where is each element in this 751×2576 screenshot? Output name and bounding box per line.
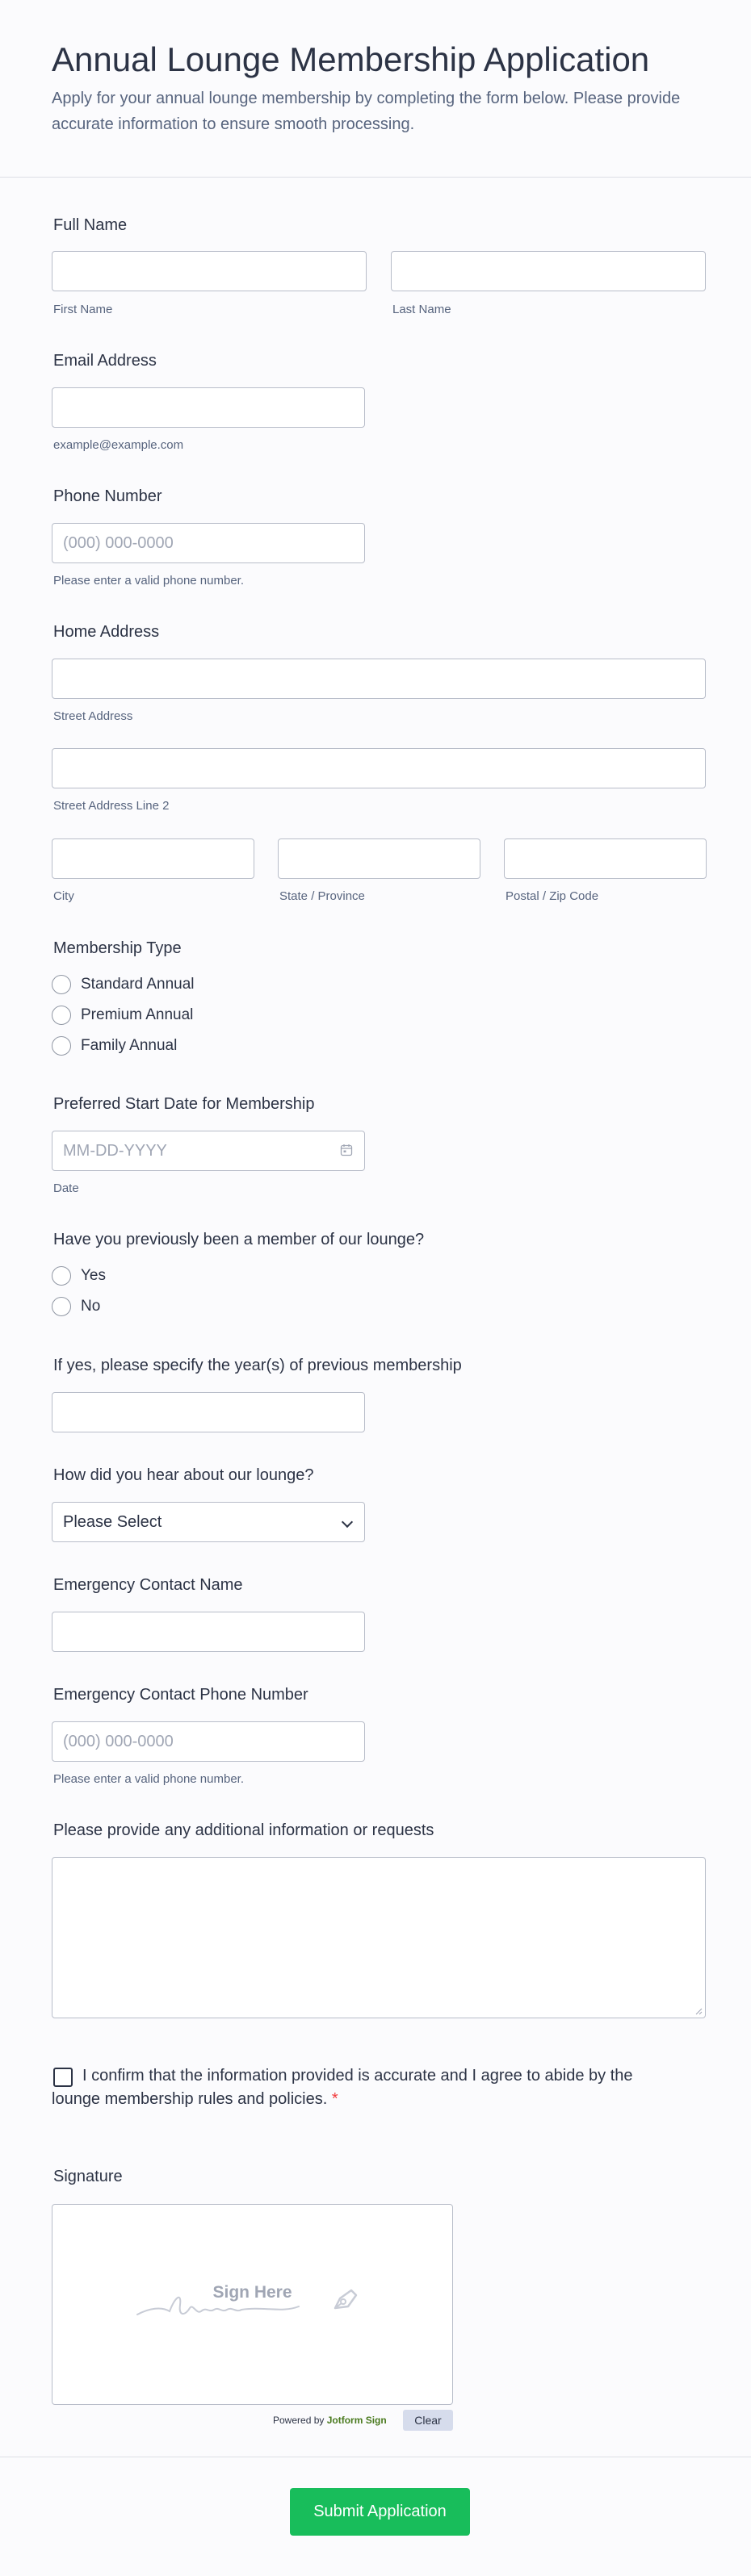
resize-handle-icon[interactable] xyxy=(694,2007,703,2015)
state-input[interactable] xyxy=(278,838,480,879)
city-input[interactable] xyxy=(52,838,254,879)
first-name-sublabel: First Name xyxy=(53,303,113,316)
start-date-input[interactable] xyxy=(52,1131,365,1171)
previous-member-label: Have you previously been a member of our lounge? xyxy=(53,1231,425,1248)
start-date-label: Preferred Start Date for Membership xyxy=(53,1095,315,1113)
referral-selected-value: Please Select xyxy=(63,1513,162,1531)
last-name-input[interactable] xyxy=(391,251,706,291)
signature-pad[interactable] xyxy=(52,2204,453,2405)
start-date-placeholder: MM-DD-YYYY xyxy=(63,1142,167,1160)
full-name-label: Full Name xyxy=(53,216,128,234)
radio-label: Premium Annual xyxy=(81,1006,194,1023)
email-sublabel: example@example.com xyxy=(53,438,184,452)
email-input[interactable] xyxy=(52,387,365,428)
radio-button[interactable] xyxy=(52,1006,71,1025)
email-label: Email Address xyxy=(53,352,157,370)
address-label: Home Address xyxy=(53,623,160,641)
radio-button[interactable] xyxy=(52,975,71,994)
pen-icon xyxy=(329,2284,363,2315)
form-subtitle: Apply for your annual lounge membership by completing the form below. Please provide accurate information to ensure smooth processing. xyxy=(52,90,681,133)
street2-sublabel: Street Address Line 2 xyxy=(53,799,170,813)
form-header xyxy=(0,0,751,178)
street2-input[interactable] xyxy=(52,748,706,788)
referral-label: How did you hear about our lounge? xyxy=(53,1466,314,1484)
additional-info-textarea[interactable] xyxy=(52,1857,706,2018)
form-title: Annual Lounge Membership Application xyxy=(52,40,650,78)
city-sublabel: City xyxy=(53,889,74,903)
jotform-sign-logo: Jotform Sign xyxy=(326,2415,387,2426)
radio-button[interactable] xyxy=(52,1266,71,1286)
zip-input[interactable] xyxy=(504,838,707,879)
street-input[interactable] xyxy=(52,659,706,699)
radio-label: Yes xyxy=(81,1267,106,1284)
emergency-phone-input[interactable]: (000) 000-0000 xyxy=(52,1721,365,1762)
zip-sublabel: Postal / Zip Code xyxy=(506,889,599,903)
phone-label: Phone Number xyxy=(53,487,162,505)
clear-signature-button[interactable]: Clear xyxy=(403,2410,453,2431)
membership-type-label: Membership Type xyxy=(53,939,182,957)
radio-label: No xyxy=(81,1298,101,1315)
radio-label: Standard Annual xyxy=(81,976,195,993)
emergency-phone-label: Emergency Contact Phone Number xyxy=(53,1686,308,1704)
previous-years-label: If yes, please specify the year(s) of previous membership xyxy=(53,1357,462,1374)
radio-button[interactable] xyxy=(52,1297,71,1316)
first-name-input[interactable] xyxy=(52,251,367,291)
emergency-name-label: Emergency Contact Name xyxy=(53,1576,243,1594)
radio-label: Family Annual xyxy=(81,1037,178,1054)
phone-sublabel: Please enter a valid phone number. xyxy=(53,574,244,588)
powered-by xyxy=(273,2415,387,2426)
phone-input[interactable]: (000) 000-0000 xyxy=(52,523,365,563)
signature-label: Signature xyxy=(53,2168,123,2185)
required-mark: * xyxy=(331,2090,338,2108)
sign-here-placeholder: Sign Here xyxy=(212,2283,292,2302)
consent-text xyxy=(52,2064,649,2111)
state-sublabel: State / Province xyxy=(279,889,365,903)
calendar-icon[interactable] xyxy=(340,1144,353,1156)
powered-prefix: Powered by xyxy=(273,2415,325,2426)
referral-select[interactable] xyxy=(52,1502,365,1542)
street-sublabel: Street Address xyxy=(53,709,133,723)
start-date-sublabel: Date xyxy=(53,1181,79,1195)
additional-info-label: Please provide any additional information or requests xyxy=(53,1821,434,1839)
emergency-name-input[interactable] xyxy=(52,1612,365,1652)
chevron-down-icon xyxy=(342,1516,353,1528)
previous-years-input[interactable] xyxy=(52,1392,365,1432)
last-name-sublabel: Last Name xyxy=(392,303,451,316)
consent-label: I confirm that the information provided is accurate and I agree to abide by the lounge membership rules and policies. xyxy=(52,2067,633,2108)
radio-button[interactable] xyxy=(52,1036,71,1056)
submit-button[interactable]: Submit Application xyxy=(290,2488,470,2536)
emergency-phone-sublabel: Please enter a valid phone number. xyxy=(53,1772,244,1786)
